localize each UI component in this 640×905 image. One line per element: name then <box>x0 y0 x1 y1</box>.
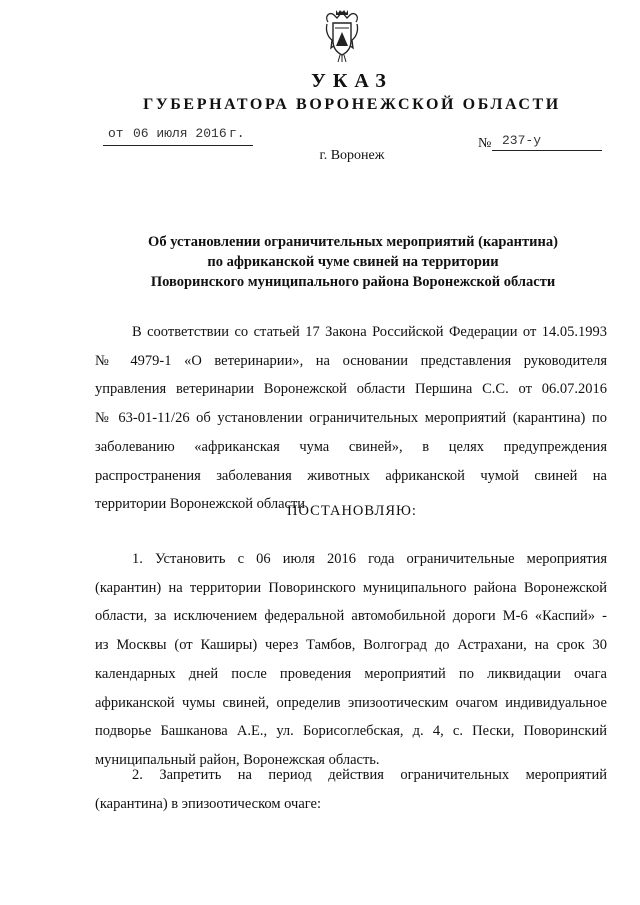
heading-line: по африканской чуме свиней на территории <box>207 254 499 270</box>
item-2-paragraph <box>95 761 607 818</box>
document-title: УКАЗ <box>311 70 393 92</box>
document-subtitle: ГУБЕРНАТОРА ВОРОНЕЖСКОЙ ОБЛАСТИ <box>143 96 561 113</box>
coat-of-arms-icon <box>322 8 362 63</box>
item-1-line: африканской чумы свиней, определив эпизоотическим очагом индивидуальное <box>95 694 607 711</box>
item-1-line: (карантин) на территории Поворинского муниципального района Воронежской <box>95 579 607 596</box>
preamble-line: территории Воронежской области <box>95 496 306 513</box>
city: г. Воронеж <box>319 148 385 163</box>
preamble-paragraph <box>95 318 607 519</box>
preamble-line: распространения заболевания животных африканской чумой свиней на <box>95 467 607 484</box>
item-1-line: области, за исключением федеральной автомобильной дороги М-6 «Каспий» - <box>95 608 607 625</box>
date-underline <box>103 145 253 146</box>
preamble-line: № 4979-1 «О ветеринарии», на основании представления руководителя <box>95 352 607 369</box>
item-1-line: из Москвы (от Каширы) через Тамбов, Волгоград до Астрахани, на срок 30 <box>95 637 607 654</box>
item-1-paragraph <box>95 545 607 775</box>
preamble-line: В соответствии со статьей 17 Закона Российской Федерации от 14.05.1993 <box>132 324 607 340</box>
decree-heading <box>140 232 566 292</box>
date-value: 06 июля 2016 <box>133 126 227 141</box>
date-suffix: г. <box>229 126 245 141</box>
item-1-line: подворье Башканова А.Е., ул. Борисоглебская, д. 4, с. Пески, Поворинский <box>95 723 607 740</box>
preamble-line: № 63-01-11/26 об установлении ограничительных мероприятий (карантина) по <box>95 410 607 427</box>
number-sign: № <box>478 136 492 151</box>
item-1-line: муниципальный район, Воронежская область. <box>95 751 380 768</box>
preamble-line: управления ветеринарии Воронежской области Першина С.С. от 06.07.2016 <box>95 381 607 398</box>
item-1-line: 1. Установить с 06 июля 2016 года ограничительные мероприятия <box>132 551 607 567</box>
preamble-line: заболеванию «африканская чума свиней», в целях предупреждения <box>95 438 607 455</box>
heading-line: Поворинского муниципального района Воронежской области <box>150 274 556 290</box>
item-2-line: 2. Запретить на период действия ограничительных мероприятий <box>132 767 607 783</box>
decree-word: ПОСТАНОВЛЯЮ: <box>287 503 417 519</box>
item-1-line: календарных дней после проведения мероприятий по ликвидации очага <box>95 665 607 682</box>
heading-line: Об установлении ограничительных мероприятий (карантина) <box>148 234 558 250</box>
item-2-line: (карантина) в эпизоотическом очаге: <box>95 795 321 812</box>
date-prefix: от <box>108 126 124 141</box>
document-number: 237-у <box>502 133 542 148</box>
